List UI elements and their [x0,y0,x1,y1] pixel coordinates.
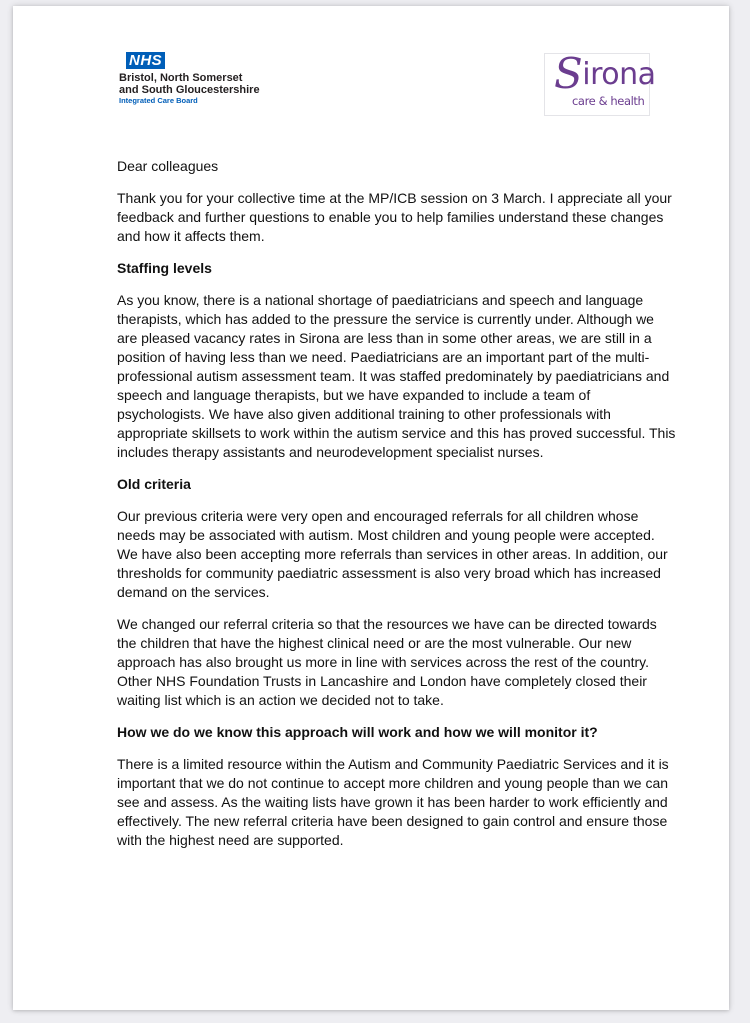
nhs-org-subtitle: Integrated Care Board [119,96,198,105]
letter-body [117,157,677,863]
nhs-badge-icon: NHS [126,52,165,69]
salutation: Dear colleagues [117,158,219,174]
paragraph: We changed our referral criteria so that the resources we have can be directed towards the children that have the highest clinical need or are the most vulnerable. Our new approach has also brought us more in line with services across the rest of the country. Other NHS Foundation Trusts in Lancashire and London have completely closed their waiting list which is an action we decided not to take. [117,616,657,708]
paragraph: There is a limited resource within the Autism and Community Paediatric Services and it is important that we do not continue to accept more children and young people than we can see and assess. As the waiting lists have grown it has been harder to work efficiently and effectively. The new referral criteria have been designed to gain control and ensure those with the highest need are supported. [117,756,669,848]
document-page [13,6,729,1010]
nhs-icb-logo [106,52,260,106]
section-heading-old-criteria: Old criteria [117,476,191,492]
intro-paragraph: Thank you for your collective time at the MP/ICB session on 3 March. I appreciate all your feedback and further questions to enable you to help families understand these changes and how it affects them. [117,190,672,244]
section-heading-monitoring: How we do we know this approach will work and how we will monitor it? [117,724,598,740]
nhs-org-name-line-2: and South Gloucestershire [119,84,260,96]
nhs-org-name-line-1: Bristol, North Somerset [119,72,243,84]
sirona-rest: irona [582,57,656,92]
sirona-initial: S [554,49,583,98]
paragraph: As you know, there is a national shortage of paediatricians and speech and language therapists, which has added to the pressure the service is currently under. Although we are pleased vacancy rates in Sirona are less than in some other areas, we are still in a position of having less than we need. Paediatricians are an important part of the multi-professional autism assessment team. It was staffed predominately by paediatricians and speech and language therapists, but we have expanded to include a team of psychologists. We have also given additional training to other professionals with appropriate skillsets to work within the autism service and this has proved successful. This includes therapy assistants and neurodevelopment specialist nurses. [117,292,676,460]
sirona-wordmark [554,49,656,98]
sirona-logo [544,49,656,116]
sirona-tagline: care & health [572,94,645,108]
section-heading-staffing: Staffing levels [117,260,212,276]
paragraph: Our previous criteria were very open and encouraged referrals for all children whose needs may be associated with autism. Most children and young people were accepted. We have also been accepting more referrals than services in other areas. In addition, our thresholds for community paediatric assessment is also very broad which has increased demand on the services. [117,508,668,600]
